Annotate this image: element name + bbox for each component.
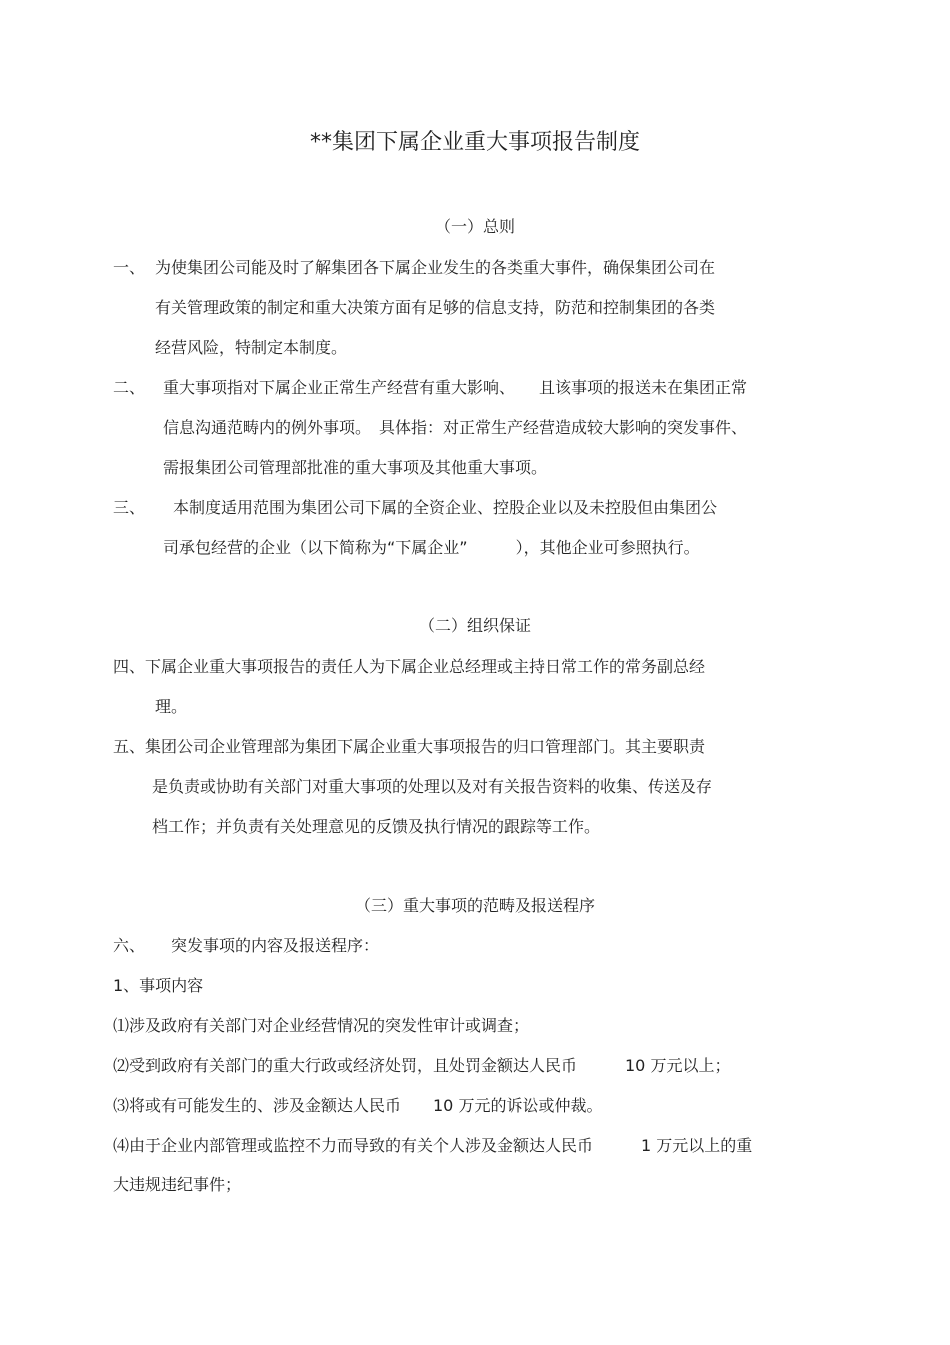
- item-1-line-2: 有关管理政策的制定和重大决策方面有足够的信息支持，防范和控制集团的各类: [155, 298, 716, 317]
- item-3-line-1: 本制度适用范围为集团公司下属的全资企业、控股企业以及未控股但由集团公: [173, 498, 718, 517]
- item-1-label: 一、: [113, 258, 146, 277]
- item-2-label: 二、: [113, 378, 146, 397]
- item-2-line-1: 重大事项指对下属企业正常生产经营有重大影响、 且该事项的报送未在集团正常: [163, 378, 748, 397]
- subsection-title: 1、事项内容: [113, 976, 204, 995]
- clause-4-line-2: 大违规违纪事件；: [113, 1175, 242, 1194]
- clause-3: ⑶将或有可能发生的、涉及金额达人民币 10 万元的诉讼或仲裁。: [113, 1096, 603, 1115]
- item-5-line-2: 是负责或协助有关部门对重大事项的处理以及对有关报告资料的收集、传送及存: [152, 777, 713, 796]
- item-1-line-1: 为使集团公司能及时了解集团各下属企业发生的各类重大事件，确保集团公司在: [155, 258, 716, 277]
- item-1-line-3: 经营风险，特制定本制度。: [155, 338, 348, 357]
- clause-1: ⑴涉及政府有关部门对企业经营情况的突发性审计或调查；: [113, 1016, 530, 1035]
- item-3-label: 三、: [113, 498, 146, 517]
- item-4-line-1: 四、下属企业重大事项报告的责任人为下属企业总经理或主持日常工作的常务副总经: [113, 657, 706, 676]
- item-6-label: 六、: [113, 936, 146, 955]
- item-3-line-2: 司承包经营的企业（以下简称为“下属企业” ），其他企业可参照执行。: [163, 538, 700, 557]
- section-heading-scope: （三）重大事项的范畴及报送程序: [354, 896, 595, 915]
- item-5-line-3: 档工作；并负责有关处理意见的反馈及执行情况的跟踪等工作。: [152, 817, 601, 836]
- item-2-line-3: 需报集团公司管理部批准的重大事项及其他重大事项。: [163, 458, 548, 477]
- clause-2: ⑵受到政府有关部门的重大行政或经济处罚，且处罚金额达人民币 10 万元以上；: [113, 1056, 731, 1075]
- item-2-line-2: 信息沟通范畴内的例外事项。 具体指：对正常生产经营造成较大影响的突发事件、: [163, 418, 748, 437]
- item-5-line-1: 五、集团公司企业管理部为集团下属企业重大事项报告的归口管理部门。其主要职责: [113, 737, 706, 756]
- document-title: **集团下属企业重大事项报告制度: [309, 130, 640, 155]
- section-heading-organization: （二）组织保证: [418, 616, 531, 635]
- item-4-line-2: 理。: [155, 697, 188, 716]
- clause-4-line-1: ⑷由于企业内部管理或监控不力而导致的有关个人涉及金额达人民币 1 万元以上的重: [113, 1136, 753, 1155]
- item-6-line-1: 突发事项的内容及报送程序：: [171, 936, 380, 955]
- section-heading-general: （一）总则: [434, 217, 515, 236]
